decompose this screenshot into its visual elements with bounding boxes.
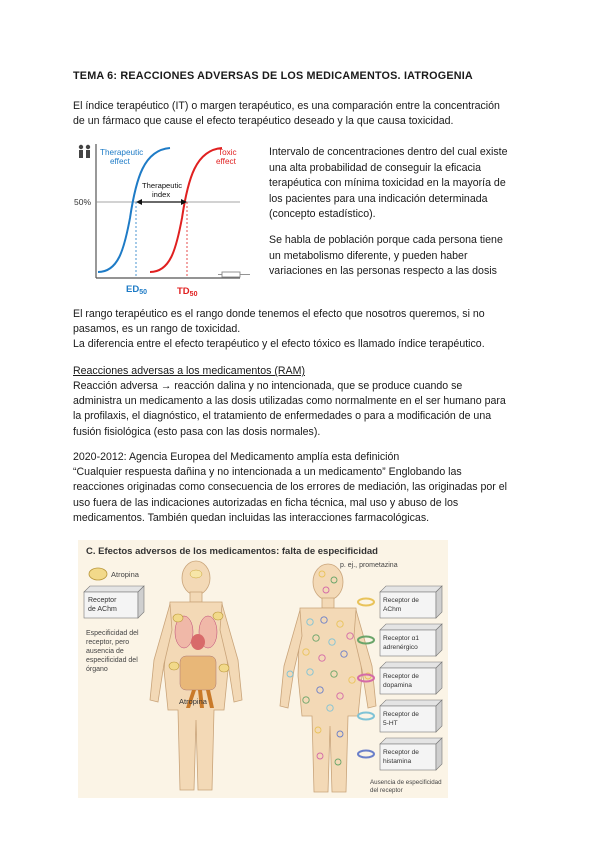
atropina-dot <box>169 662 179 670</box>
side-line: Intervalo de concentraciones dentro del cual existe <box>269 146 508 158</box>
range-line: El rango terapéutico es el rango donde tenemos el efecto que nosotros queremos, si no <box>73 308 485 320</box>
atropina-legend-label: Atropina <box>111 570 139 579</box>
agency-line: 2020-2012: Agencia Europea del Medicamento amplía esta definición <box>73 451 400 463</box>
atropina-dot <box>219 664 229 672</box>
agency-paragraph <box>73 450 507 526</box>
receptor-label-line: Receptor de <box>383 749 419 756</box>
index-label-line: index <box>152 190 171 199</box>
syringe-icon <box>218 272 250 277</box>
specificity-line: receptor, pero <box>86 639 130 646</box>
prometazina-label: p. ej., prometazina <box>340 562 398 569</box>
receptor-label-line: adrenérgico <box>383 644 418 651</box>
side-line: (concepto estadístico). <box>269 208 376 221</box>
therapeutic-index-chart <box>72 138 262 298</box>
receptor-label-line: Receptor de <box>383 711 419 718</box>
side2-line: Se habla de población porque cada persona tiene <box>269 234 503 246</box>
ram-line: administra un medicamento a las dosis utilizadas como normalmente en el ser humano para <box>73 395 506 408</box>
receptor-label-line: Receptor de <box>383 673 419 680</box>
ram-heading: Reacciones adversas a los medicamentos (RAM) <box>73 365 305 377</box>
receptor-label-line: Receptor de <box>383 597 419 604</box>
side-paragraph <box>269 145 508 223</box>
receptor-achm-line: de AChm <box>88 606 117 613</box>
heart-organ <box>191 634 205 650</box>
receptor-achm-box <box>84 586 144 618</box>
ram-line: la profilaxis, el diagnóstico, el tratamiento de enfermedades o para a modificación de una <box>73 410 492 423</box>
index-arrow-left-head <box>136 199 142 205</box>
intro-line: El índice terapéutico (IT) o margen terapéutico, es una comparación entre la concentración <box>73 100 500 112</box>
toxic-label-line: effect <box>216 157 236 166</box>
intro-line: de un fármaco que cause el efecto terapéutico deseado y la que causa toxicidad. <box>73 115 454 128</box>
td50-label: $TD_{50}$ <box>177 286 198 298</box>
receptor-label-line: dopamina <box>383 682 412 689</box>
ram-line: fusión fisiológica (esto pasa con las dosis normales). <box>73 425 321 438</box>
receptor-label-line: Receptor α1 <box>383 635 420 642</box>
receptor-label-line: 5-HT <box>383 720 398 727</box>
toxic-curve <box>150 148 222 272</box>
figure-title: C. Efectos adversos de los medicamentos: falta de especificidad <box>86 546 378 557</box>
index-label-line: Therapeutic <box>142 181 183 190</box>
receptor-label-line: AChm <box>383 606 402 613</box>
specificity-line: especificidad del <box>86 657 138 664</box>
range-paragraph <box>73 307 485 353</box>
ram-line: Reacción adversa → reacción dalina y no intencionada, que se produce cuando se <box>73 380 463 392</box>
range-line: pasamos, es un rango de toxicidad. <box>73 323 241 336</box>
specificity-line: órgano <box>86 666 108 673</box>
side-paragraph-2 <box>269 233 503 280</box>
side2-line: variaciones en las personas respecto a las dosis <box>269 265 497 278</box>
range-line: La diferencia entre el efecto terapéutico y el efecto tóxico es llamado índice terapéutico. <box>73 338 485 351</box>
side-line: los pacientes para una indicación determinada <box>269 192 488 205</box>
fifty-percent-label: 50% <box>74 197 92 207</box>
ed50-label: $ED_{50}$ <box>126 284 147 296</box>
specificity-line: Especificidad del <box>86 630 139 637</box>
specificity-line: ausencia de <box>86 648 124 655</box>
agency-line: uso fuera de las indicaciones autorizadas en ficha técnica, mal uso y abuso de los <box>73 496 459 509</box>
side2-line: un metabolismo diferente, y pueden haber <box>269 249 468 262</box>
abdomen-organs <box>180 656 216 690</box>
atropina-dot <box>173 614 183 622</box>
side-line: terapéutica con mínima toxicidad en la mayoría de <box>269 177 506 190</box>
absence-note-line: del receptor <box>370 787 403 794</box>
agency-line: “Cualquier respuesta dañina y no intencionada a un medicamento” Englobando las <box>73 466 462 479</box>
toxic-label-line: Toxic <box>218 148 237 157</box>
receptor-achm-line: Receptor <box>88 597 117 604</box>
therapeutic-label-line: effect <box>110 157 130 166</box>
atropina-body-label: Atropina <box>179 697 207 706</box>
therapeutic-label-line: Therapeutic <box>100 148 144 157</box>
side-line: una alta probabilidad de conseguir la eficacia <box>269 161 482 174</box>
intro-paragraph <box>73 99 500 129</box>
atropina-dot <box>213 612 223 620</box>
agency-line: medicamentos. También quedan incluidas las interacciones farmacológicas. <box>73 511 430 524</box>
population-icon <box>79 145 90 158</box>
atropina-legend-icon <box>89 568 107 580</box>
therapeutic-curve <box>98 148 170 272</box>
receptor-label-line: histamina <box>383 758 412 765</box>
agency-line: reacciones originadas como consecuencia de los errores de mediación, las originadas por el <box>73 481 507 494</box>
brain-organ <box>190 570 202 578</box>
page-title: TEMA 6: REACCIONES ADVERSAS DE LOS MEDICAMENTOS. IATROGENIA <box>73 70 473 82</box>
ram-paragraph <box>73 379 506 440</box>
specificity-figure <box>78 540 448 798</box>
absence-note-line: Ausencia de especificidad <box>370 779 442 786</box>
